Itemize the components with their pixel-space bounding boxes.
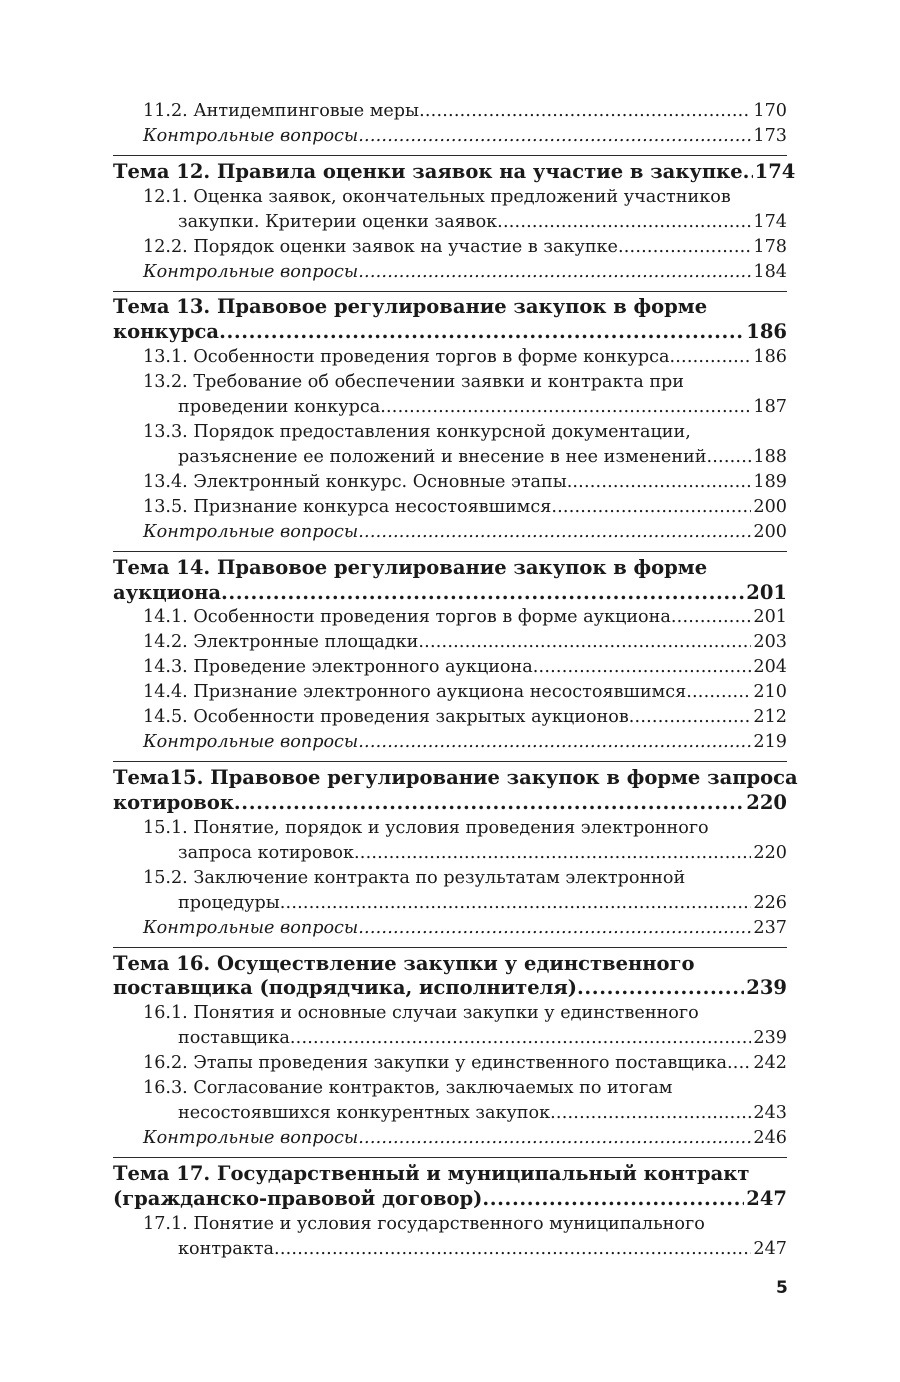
toc-entry-title: Тема15. Правовое регулирование закупок в форме запроса bbox=[113, 766, 798, 790]
dot-leader bbox=[380, 395, 751, 420]
toc-subsection[interactable] bbox=[113, 1051, 787, 1076]
dot-leader bbox=[629, 705, 752, 730]
toc-page-number: 200 bbox=[753, 496, 787, 517]
toc-page-number: 247 bbox=[753, 1238, 787, 1259]
toc-page-number: 237 bbox=[753, 917, 787, 938]
dot-leader bbox=[669, 345, 751, 370]
toc-entry-title: 14.4. Признание электронного аукциона несостоявшимся bbox=[143, 682, 687, 703]
toc-entry-title: 15.1. Понятие, порядок и условия проведения электронного bbox=[143, 817, 709, 838]
toc-page-number: 203 bbox=[753, 632, 787, 653]
toc-subsection[interactable] bbox=[113, 1212, 787, 1262]
toc-page-number: 174 bbox=[753, 211, 787, 232]
toc-page-number: 239 bbox=[746, 976, 787, 1000]
section-divider bbox=[113, 761, 787, 762]
toc-entry-title: Тема 13. Правовое регулирование закупок в форме bbox=[113, 295, 708, 319]
toc-page-number: 189 bbox=[753, 471, 787, 492]
toc-page-number: 201 bbox=[746, 580, 787, 604]
toc-page-number: 201 bbox=[753, 607, 787, 628]
section-divider bbox=[113, 1157, 787, 1158]
toc-subsection[interactable] bbox=[113, 185, 787, 235]
dot-leader bbox=[354, 841, 751, 866]
toc-entry-title: (гражданско-правовой договор) bbox=[113, 1186, 483, 1210]
dot-leader bbox=[572, 470, 751, 495]
dot-leader bbox=[358, 730, 751, 755]
toc-subsection[interactable] bbox=[113, 345, 787, 370]
toc-page-number: 220 bbox=[746, 790, 787, 814]
toc-subsection[interactable] bbox=[113, 470, 787, 495]
toc-entry-title: 16.3. Согласование контрактов, заключаемых по итогам bbox=[143, 1078, 673, 1099]
dot-leader bbox=[497, 210, 751, 235]
toc-entry-title: 16.1. Понятия и основные случаи закупки у единственного bbox=[143, 1003, 699, 1024]
dot-leader bbox=[550, 1101, 751, 1126]
dot-leader bbox=[274, 1237, 751, 1262]
dot-leader bbox=[221, 581, 744, 606]
toc-page-number: 200 bbox=[753, 521, 787, 542]
toc-review-questions[interactable] bbox=[113, 124, 787, 149]
page-number: 5 bbox=[776, 1278, 788, 1298]
toc-entry-title: контракта bbox=[178, 1238, 275, 1259]
dot-leader bbox=[280, 891, 752, 916]
toc-entry-title: 13.2. Требование об обеспечении заявки и контракта при bbox=[143, 371, 685, 392]
dot-leader bbox=[358, 1126, 751, 1151]
toc-page-number: 247 bbox=[746, 1186, 787, 1210]
toc-entry-title: котировок bbox=[113, 790, 234, 814]
toc-entry-title: несостоявшихся конкурентных закупок bbox=[178, 1103, 551, 1124]
dot-leader bbox=[577, 976, 744, 1001]
toc-entry-title: процедуры bbox=[178, 892, 280, 913]
toc-entry-title: аукциона bbox=[113, 580, 221, 604]
toc-entry-title: Тема 12. Правила оценки заявок на участие в закупке bbox=[113, 159, 743, 183]
toc-subsection[interactable] bbox=[113, 655, 787, 680]
toc-review-questions[interactable] bbox=[113, 260, 787, 285]
dot-leader bbox=[551, 495, 751, 520]
toc-page-number: 178 bbox=[753, 236, 787, 257]
section-divider bbox=[113, 291, 787, 292]
toc-page-number: 174 bbox=[754, 159, 796, 183]
toc-page-number: 170 bbox=[753, 101, 787, 121]
toc-subsection[interactable] bbox=[113, 630, 787, 655]
toc-entry-title: 15.2. Заключение контракта по результатам электронной bbox=[143, 867, 686, 888]
section-divider bbox=[113, 947, 787, 948]
toc-entry-title: 16.2. Этапы проведения закупки у единственного поставщика bbox=[143, 1053, 727, 1074]
toc-subsection[interactable] bbox=[113, 705, 787, 730]
dot-leader bbox=[686, 680, 751, 705]
toc-entry-title: 13.3. Порядок предоставления конкурсной документации, bbox=[143, 421, 691, 442]
toc-entry-title: Тема 17. Государственный и муниципальный контракт bbox=[113, 1161, 750, 1185]
toc-entry-title: Тема 16. Осуществление закупки у единственного bbox=[113, 951, 695, 975]
toc-subsection[interactable] bbox=[113, 495, 787, 520]
toc-topic[interactable] bbox=[113, 952, 787, 1002]
toc-entry-title: 12.2. Порядок оценки заявок на участие в закупке bbox=[143, 236, 618, 257]
toc-page-number: 220 bbox=[753, 842, 787, 863]
dot-leader bbox=[419, 99, 751, 124]
toc-page-number: 212 bbox=[753, 707, 787, 728]
toc-entry-title: запроса котировок bbox=[178, 842, 354, 863]
dot-leader bbox=[533, 655, 752, 680]
toc-page-number: 219 bbox=[753, 732, 787, 753]
dot-leader bbox=[418, 630, 751, 655]
toc-page-number: 173 bbox=[753, 126, 787, 146]
toc-entry-title: 14.5. Особенности проведения закрытых аукционов bbox=[143, 707, 629, 728]
toc-review-questions[interactable] bbox=[113, 916, 787, 941]
section-divider bbox=[113, 551, 787, 552]
toc-page-number: 188 bbox=[753, 446, 787, 467]
toc-page-number: 187 bbox=[753, 396, 787, 417]
toc-subsection[interactable] bbox=[113, 605, 787, 630]
toc-page-number: 239 bbox=[753, 1028, 787, 1049]
toc-entry-title: 12.1. Оценка заявок, окончательных предложений участников bbox=[143, 186, 731, 207]
dot-leader bbox=[671, 605, 752, 630]
toc-entry-title: закупки. Критерии оценки заявок bbox=[178, 211, 498, 232]
toc-entry-title: Контрольные вопросы bbox=[143, 261, 359, 282]
toc-entry-title: 14.3. Проведение электронного аукциона bbox=[143, 657, 533, 678]
section-divider bbox=[113, 155, 787, 156]
toc-subsection[interactable] bbox=[113, 680, 787, 705]
toc-entry-title: 11.2. Антидемпинговые меры bbox=[143, 101, 420, 121]
toc-entry-title: Контрольные вопросы bbox=[143, 732, 359, 753]
toc-entry-title: проведении конкурса bbox=[178, 396, 381, 417]
toc-subsection[interactable] bbox=[113, 1001, 787, 1051]
toc-entry-title: 13.5. Признание конкурса несостоявшимся bbox=[143, 496, 552, 517]
toc-topic[interactable] bbox=[113, 556, 787, 606]
toc-entry-title: 14.2. Электронные площадки bbox=[143, 632, 419, 653]
toc-subsection[interactable] bbox=[113, 370, 787, 420]
toc-subsection[interactable] bbox=[113, 816, 787, 866]
toc-subsection[interactable] bbox=[113, 420, 787, 470]
toc-topic[interactable] bbox=[113, 1162, 787, 1212]
toc-entry-title: 13.4. Электронный конкурс. Основные этапы. bbox=[143, 471, 573, 492]
toc-topic[interactable] bbox=[113, 159, 796, 185]
toc-entry-title: разъяснение ее положений и внесение в нее изменений bbox=[178, 446, 707, 467]
toc-review-questions[interactable] bbox=[113, 520, 787, 545]
toc-subsection[interactable] bbox=[113, 99, 787, 124]
toc-subsection[interactable] bbox=[113, 1076, 787, 1126]
toc-entry-title: конкурса bbox=[113, 320, 220, 344]
toc-subsection[interactable] bbox=[113, 866, 787, 916]
toc-page-number: 210 bbox=[753, 682, 787, 703]
dot-leader bbox=[358, 520, 751, 545]
toc-subsection[interactable] bbox=[113, 235, 787, 260]
toc-review-questions[interactable] bbox=[113, 1126, 787, 1151]
toc-page-number: 243 bbox=[753, 1103, 787, 1124]
toc-page-number: 186 bbox=[746, 320, 787, 344]
dot-leader bbox=[743, 160, 753, 185]
toc-entry-title: Контрольные вопросы bbox=[143, 521, 359, 542]
table-of-contents bbox=[113, 99, 798, 1262]
toc-page-number: 246 bbox=[753, 1128, 787, 1149]
dot-leader bbox=[234, 791, 744, 816]
toc-entry-title: Контрольные вопросы bbox=[143, 126, 359, 146]
toc-page-number: 186 bbox=[753, 346, 787, 367]
toc-topic[interactable] bbox=[113, 766, 798, 816]
toc-entry-title: 14.1. Особенности проведения торгов в форме аукциона bbox=[143, 607, 671, 628]
toc-topic[interactable] bbox=[113, 295, 787, 345]
toc-review-questions[interactable] bbox=[113, 730, 787, 755]
toc-page-number: 226 bbox=[753, 892, 787, 913]
toc-entry-title: 17.1. Понятие и условия государственного муниципального bbox=[143, 1213, 705, 1234]
dot-leader bbox=[482, 1187, 744, 1212]
toc-entry-title: 13.1. Особенности проведения торгов в форме конкурса bbox=[143, 346, 670, 367]
dot-leader bbox=[706, 445, 751, 470]
dot-leader bbox=[618, 235, 751, 260]
toc-entry-title: поставщика bbox=[178, 1028, 290, 1049]
dot-leader bbox=[290, 1026, 752, 1051]
dot-leader bbox=[219, 320, 744, 345]
dot-leader bbox=[727, 1051, 751, 1076]
toc-page-number: 204 bbox=[753, 657, 787, 678]
toc-page-number: 184 bbox=[753, 261, 787, 282]
toc-entry-title: Контрольные вопросы bbox=[143, 917, 359, 938]
toc-entry-title: Контрольные вопросы bbox=[143, 1128, 359, 1149]
toc-entry-title: Тема 14. Правовое регулирование закупок в форме bbox=[113, 555, 708, 579]
dot-leader bbox=[358, 916, 751, 941]
toc-page-number: 242 bbox=[753, 1053, 787, 1074]
dot-leader bbox=[358, 260, 751, 285]
toc-entry-title: поставщика (подрядчика, исполнителя) bbox=[113, 976, 578, 1000]
dot-leader bbox=[358, 124, 751, 149]
